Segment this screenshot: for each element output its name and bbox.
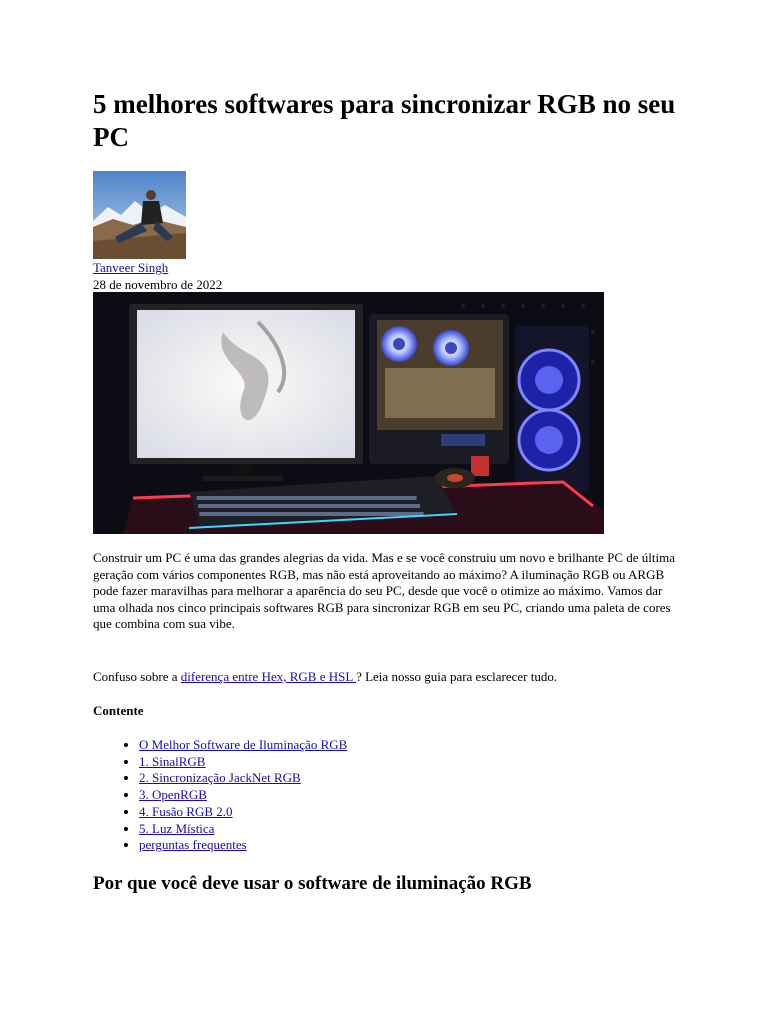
toc-link-openrgb[interactable]: 3. OpenRGB — [139, 787, 207, 803]
toc-link-luz-mistica[interactable]: 5. Luz Mística — [139, 820, 215, 836]
author-avatar — [93, 171, 186, 259]
toc-item — [139, 804, 347, 821]
toc-item — [139, 787, 347, 804]
publish-date: 28 de novembro de 2022 — [93, 277, 223, 292]
page-title: 5 melhores softwares para sincronizar RGB no seu PC — [93, 89, 676, 152]
toc-link-sinalrgb[interactable]: 1. SinalRGB — [139, 753, 206, 769]
toc-item — [139, 821, 347, 838]
toc-link-best-software[interactable]: O Melhor Software de Iluminação RGB — [139, 737, 348, 752]
contents-title: Contente — [93, 703, 144, 718]
note-prefix: Confuso sobre a — [93, 669, 181, 684]
toc-item — [139, 754, 347, 771]
hex-rgb-hsl-link[interactable]: diferença entre Hex, RGB e HSL — [180, 669, 357, 684]
toc-item — [139, 770, 347, 787]
avatar-photo — [93, 171, 186, 259]
table-of-contents — [93, 737, 347, 854]
note-suffix: ? Leia nosso guia para esclarecer tudo. — [356, 669, 558, 684]
toc-item — [139, 737, 347, 754]
section-heading: Por que você deve usar o software de iluminação RGB — [93, 873, 532, 894]
toc-item — [139, 837, 347, 854]
hex-rgb-hsl-note — [93, 669, 557, 685]
toc-link-faq[interactable]: perguntas frequentes — [139, 837, 247, 853]
intro-paragraph: Construir um PC é uma das grandes alegrias da vida. Mas e se você construiu um novo e brilhante PC de última geração com vários componentes RGB, mas não está aproveitando ao máximo? A iluminação RGB ou ARGB pode fazer maravilhas para melhorar a aparência do seu PC, desde que você o otimize ao máximo. Vamos dar uma olhada nos cinco principais softwares RGB para sincronizar RGB em seu PC, criando uma paleta de cores que combina com sua vibe. — [93, 550, 675, 631]
hero-image — [93, 292, 604, 534]
toc-link-jacknet[interactable]: 2. Sincronização JackNet RGB — [139, 770, 301, 786]
author-link[interactable]: Tanveer Singh — [93, 260, 169, 275]
author-line — [93, 260, 168, 276]
toc-link-fusao[interactable]: 4. Fusão RGB 2.0 — [139, 803, 233, 819]
gaming-pc-photo — [93, 292, 604, 534]
